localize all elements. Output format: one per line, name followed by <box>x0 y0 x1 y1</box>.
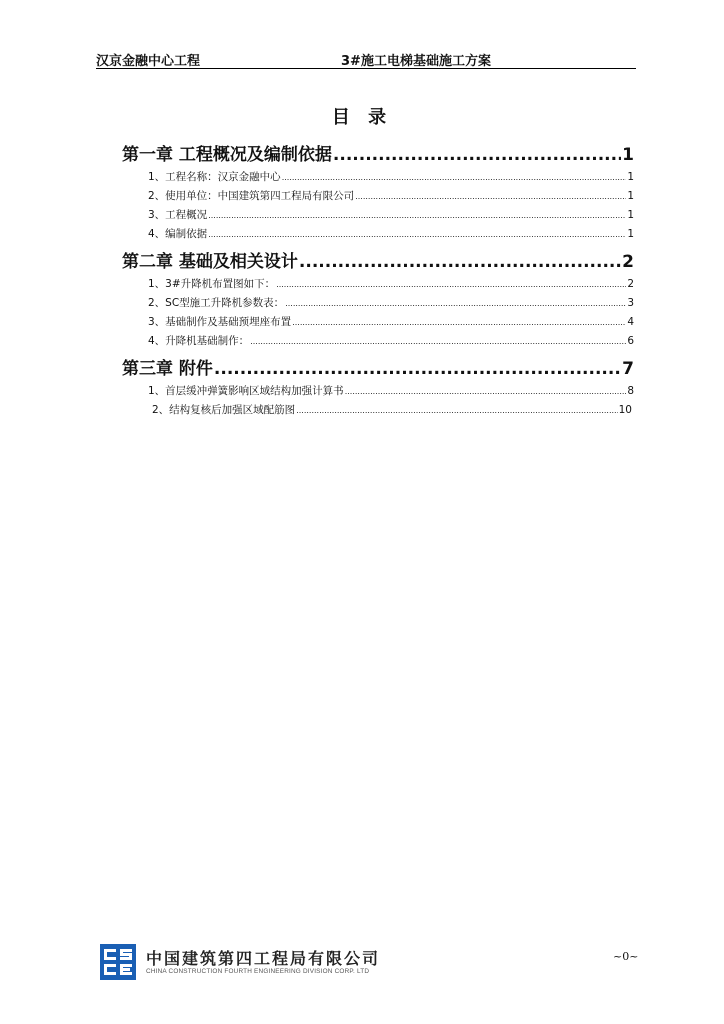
footer-company-name: 中国建筑第四工程局有限公司 <box>146 949 381 968</box>
dot-leader <box>276 281 626 289</box>
item-title: 4、升降机基础制作： <box>148 335 250 347</box>
dot-leader <box>296 407 617 415</box>
item-page: 8 <box>627 385 634 397</box>
dot-leader <box>208 212 626 220</box>
toc-item[interactable] <box>122 226 634 245</box>
chapter-page: 7 <box>622 359 634 379</box>
dot-leader <box>355 193 626 201</box>
item-page: 10 <box>618 404 632 416</box>
chapter-title: 第一章 工程概况及编制依据 <box>122 145 332 165</box>
dot-leader <box>345 388 627 396</box>
chapter-title: 第二章 基础及相关设计 <box>122 252 298 272</box>
dot-leader <box>299 254 621 271</box>
item-page: 1 <box>627 228 634 240</box>
toc-chapter-1[interactable] <box>122 140 634 169</box>
item-title: 3、工程概况 <box>148 209 208 221</box>
toc-item[interactable] <box>122 207 634 226</box>
item-page: 1 <box>627 171 634 183</box>
toc-item[interactable] <box>122 295 634 314</box>
item-title: 2、SC型施工升降机参数表： <box>148 297 285 309</box>
toc-item[interactable] <box>122 314 634 333</box>
item-title: 1、首层缓冲弹簧影响区域结构加强计算书 <box>148 385 344 397</box>
toc-chapter-3[interactable] <box>122 354 634 383</box>
footer-company-name-english: CHINA CONSTRUCTION FOURTH ENGINEERING DIVISION CORP. LTD <box>146 968 370 975</box>
dot-leader <box>282 174 627 182</box>
toc-title: 目 录 <box>331 107 393 128</box>
item-page: 4 <box>627 316 634 328</box>
item-title: 4、编制依据 <box>148 228 208 240</box>
dot-leader <box>285 300 626 308</box>
dot-leader <box>250 338 626 346</box>
table-of-contents <box>122 140 634 421</box>
chapter-page: 2 <box>622 252 634 272</box>
dot-leader <box>292 319 626 327</box>
header-project-name: 汉京金融中心工程 <box>96 54 201 69</box>
item-title: 2、使用单位：中国建筑第四工程局有限公司 <box>148 190 355 202</box>
item-title: 1、3#升降机布置图如下： <box>148 278 276 290</box>
toc-chapter-2[interactable] <box>122 247 634 276</box>
dot-leader <box>208 231 626 239</box>
item-page: 1 <box>627 190 634 202</box>
item-title: 2、结构复核后加强区域配筋图 <box>152 404 296 416</box>
header-document-title: 3#施工电梯基础施工方案 <box>341 54 491 69</box>
dot-leader <box>333 147 621 164</box>
toc-item[interactable] <box>122 383 634 402</box>
item-title: 1、工程名称：汉京金融中心 <box>148 171 281 183</box>
item-title: 3、基础制作及基础预埋座布置 <box>148 316 292 328</box>
item-page: 3 <box>627 297 634 309</box>
cscec-logo-icon <box>100 944 136 980</box>
page-header <box>96 50 636 69</box>
footer-page-number: ~0~ <box>613 950 639 963</box>
item-page: 2 <box>627 278 634 290</box>
dot-leader <box>214 361 621 378</box>
chapter-page: 1 <box>622 145 634 165</box>
toc-item[interactable] <box>122 402 634 421</box>
toc-item[interactable] <box>122 169 634 188</box>
toc-item[interactable] <box>122 276 634 295</box>
chapter-title: 第三章 附件 <box>122 359 213 379</box>
item-page: 1 <box>627 209 634 221</box>
toc-item[interactable] <box>122 188 634 207</box>
toc-item[interactable] <box>122 333 634 352</box>
item-page: 6 <box>627 335 634 347</box>
